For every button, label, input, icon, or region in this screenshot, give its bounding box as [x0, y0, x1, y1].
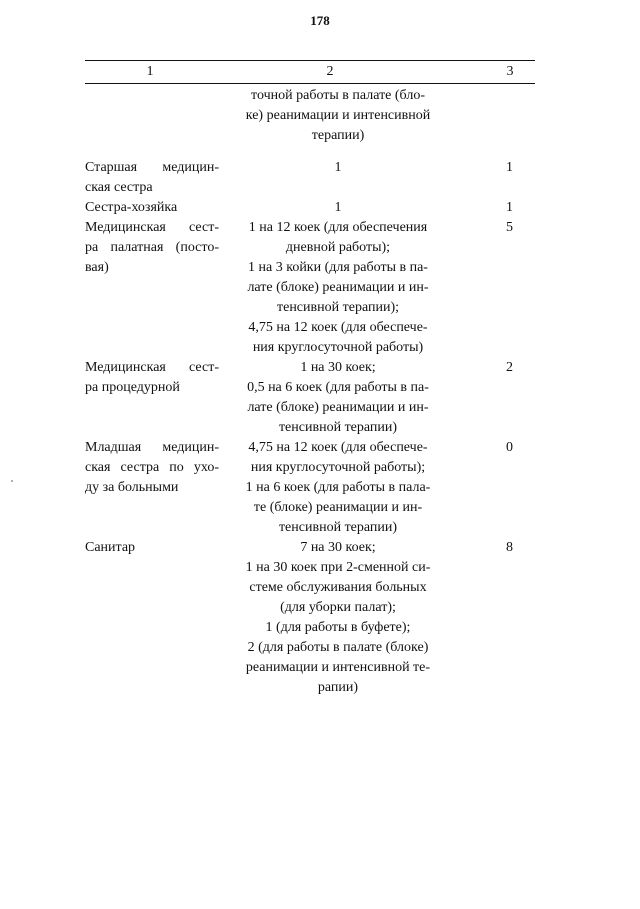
table-row	[85, 198, 535, 218]
norm-line: ке) реанимации и интенсивной	[245, 108, 431, 123]
norm-line: лате (блоке) реанимации и ин-	[247, 280, 429, 295]
table-row	[85, 358, 535, 438]
position-line: ская сестра по ухо-	[85, 460, 219, 475]
norm-line: 1 на 3 койки (для работы в па-	[248, 260, 428, 275]
count-cell: 8	[506, 540, 513, 555]
header-column-1: 1	[146, 64, 154, 79]
norm-cell	[225, 218, 451, 358]
norm-line: тенсивной терапии)	[278, 420, 398, 435]
norm-line: 7 на 30 коек;	[300, 540, 376, 555]
norm-line: 1 на 30 коек при 2-сменной си-	[245, 560, 431, 575]
norm-line: точной работы в палате (бло-	[251, 88, 425, 103]
norm-line: 4,75 на 12 коек (для обеспече-	[248, 320, 428, 335]
position-line: Младшая медицин-	[85, 440, 219, 455]
position-cell	[85, 198, 219, 218]
norm-cell	[225, 438, 451, 538]
norm-line: дневной работы);	[285, 240, 391, 255]
scan-artifact	[11, 480, 13, 482]
position-line: Сестра-хозяйка	[85, 200, 178, 215]
staffing-table	[85, 60, 535, 698]
norm-line: 2 (для работы в палате (блоке)	[247, 640, 429, 655]
norm-cell	[225, 198, 451, 218]
norm-line: стеме обслуживания больных	[249, 580, 427, 595]
norm-line: рапии)	[317, 680, 359, 695]
position-cell	[85, 438, 219, 498]
norm-line: те (блоке) реанимации и ин-	[253, 500, 423, 515]
norm-line: тенсивной терапии)	[278, 520, 398, 535]
position-cell	[85, 218, 219, 278]
table-row	[85, 538, 535, 698]
norm-line: тенсивной терапии);	[276, 300, 399, 315]
norm-line: ния круглосуточной работы);	[250, 460, 426, 475]
norm-line: 1 на 12 коек (для обеспечения	[248, 220, 428, 235]
norm-line: 1 на 30 коек;	[300, 360, 376, 375]
count-cell: 2	[506, 360, 513, 375]
position-line: Старшая медицин-	[85, 160, 219, 175]
header-column-2: 2	[326, 64, 334, 79]
position-cell	[85, 158, 219, 198]
norm-cell	[225, 158, 451, 178]
norm-line: 1	[334, 200, 342, 215]
position-line: Санитар	[85, 540, 136, 555]
norm-cell	[225, 86, 451, 146]
continuation-row	[85, 86, 535, 146]
norm-line: 4,75 на 12 коек (для обеспече-	[248, 440, 428, 455]
table-header	[85, 60, 535, 84]
position-line: ра палатная (посто-	[85, 240, 219, 255]
norm-cell	[225, 538, 451, 698]
norm-line: 1 (для работы в буфете);	[265, 620, 411, 635]
norm-line: ния круглосуточной работы)	[252, 340, 424, 355]
count-cell: 1	[506, 200, 513, 215]
count-cell: 5	[506, 220, 513, 235]
position-line: ра процедурной	[85, 380, 180, 395]
table-row	[85, 218, 535, 358]
page-number: 178	[310, 13, 330, 28]
norm-line: 0,5 на 6 коек (для работы в па-	[247, 380, 429, 395]
position-cell	[85, 538, 219, 558]
norm-line: (для уборки палат);	[280, 600, 396, 615]
table-row	[85, 158, 535, 198]
position-line: ская сестра	[85, 180, 153, 195]
position-line: ду за больными	[85, 480, 179, 495]
position-cell	[85, 358, 219, 398]
norm-line: лате (блоке) реанимации и ин-	[247, 400, 429, 415]
norm-cell	[225, 358, 451, 438]
norm-line: реанимации и интенсивной те-	[245, 660, 431, 675]
position-line: вая)	[85, 260, 109, 275]
position-line: Медицинская сест-	[85, 220, 219, 235]
count-cell: 1	[506, 160, 513, 175]
count-cell: 0	[506, 440, 513, 455]
norm-line: терапии)	[311, 128, 365, 143]
position-line: Медицинская сест-	[85, 360, 219, 375]
table-row	[85, 438, 535, 538]
norm-line: 1 на 6 коек (для работы в пала-	[245, 480, 431, 495]
header-column-3: 3	[506, 64, 514, 79]
norm-line: 1	[334, 160, 342, 175]
